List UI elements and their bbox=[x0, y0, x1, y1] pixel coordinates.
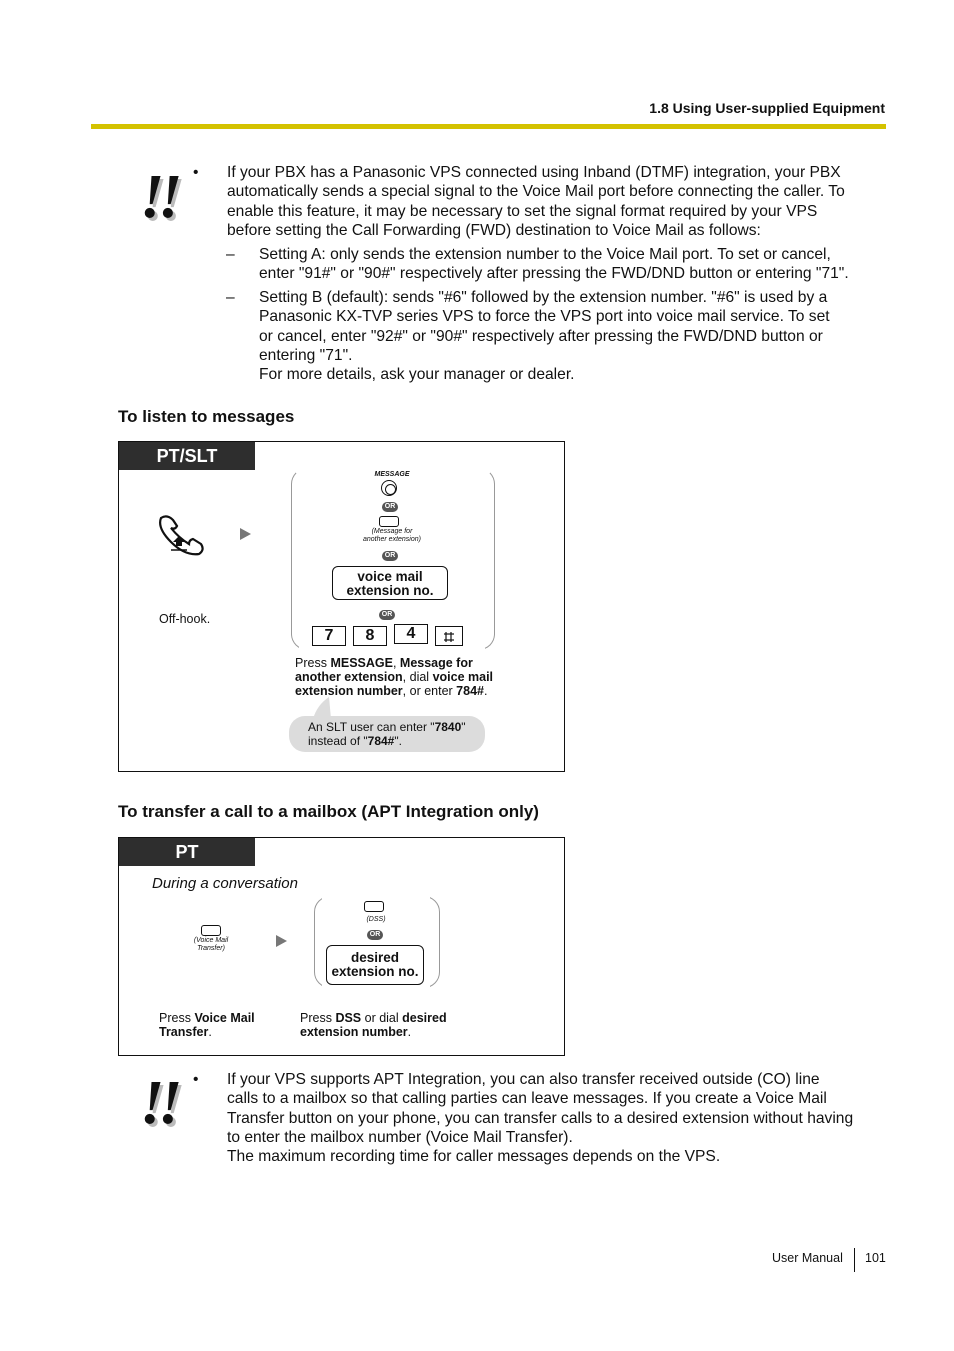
voice-mail-ext-box bbox=[332, 566, 448, 600]
text-line: to enter the mailbox number (Voice Mail Transfer). bbox=[227, 1128, 573, 1146]
text: 7840 bbox=[434, 720, 462, 734]
label-line: extension no. bbox=[331, 964, 419, 979]
message-label: MESSAGE bbox=[374, 471, 410, 478]
offhook-label: Off-hook. bbox=[159, 612, 211, 626]
label-line: Transfer) bbox=[197, 945, 225, 952]
text: voice mail bbox=[432, 670, 494, 684]
label-line: another extension) bbox=[363, 536, 421, 543]
message-button-icon bbox=[381, 480, 397, 496]
text: desired bbox=[402, 1011, 447, 1025]
footer-label: User Manual bbox=[772, 1251, 843, 1265]
text-line: The maximum recording time for caller messages depends on the VPS. bbox=[227, 1148, 721, 1166]
text-line: enter "91#" or "90#" respectively after pressing the FWD/DND button or entering "71". bbox=[259, 265, 849, 283]
key-7: 7 bbox=[312, 626, 346, 646]
transfer-diagram-box bbox=[118, 837, 565, 1056]
text: 784# bbox=[456, 684, 484, 698]
during-conversation-label: During a conversation bbox=[152, 875, 298, 892]
dss-button-icon bbox=[364, 901, 384, 912]
section-header: 1.8 Using User-supplied Equipment bbox=[649, 100, 885, 116]
listen-heading: To listen to messages bbox=[118, 407, 295, 426]
listen-diagram-box bbox=[118, 441, 565, 772]
text: instead of " bbox=[308, 734, 368, 748]
text: Voice Mail bbox=[194, 1011, 255, 1025]
text: DSS bbox=[335, 1011, 362, 1025]
text-line: automatically sends a special signal to the Voice Mail port before connecting the caller. To bbox=[227, 183, 845, 201]
slt-tip-bubble bbox=[289, 716, 485, 752]
note1-text bbox=[227, 163, 867, 240]
text-line: If your VPS supports APT Integration, you can also transfer received outside (CO) line bbox=[227, 1071, 820, 1088]
text-line: Setting B (default): sends "#6" followed by the extension number. "#6" is used by a bbox=[259, 289, 828, 306]
text-line: Panasonic KX-TVP series VPS to force the VPS port into voice mail service. To set bbox=[259, 308, 830, 326]
text: , bbox=[392, 656, 400, 670]
key-4: 4 bbox=[394, 624, 428, 644]
vmt-label bbox=[171, 937, 251, 953]
msg-other-label bbox=[299, 528, 485, 544]
text: extension number bbox=[300, 1025, 408, 1039]
label-line: (Message for bbox=[371, 528, 413, 535]
setting-b-text bbox=[259, 288, 869, 384]
text: extension number bbox=[295, 684, 403, 698]
text: , dial bbox=[402, 670, 433, 684]
text: Press bbox=[295, 656, 331, 670]
or-badge: OR bbox=[367, 930, 383, 940]
footer-divider bbox=[854, 1248, 855, 1272]
text: . bbox=[208, 1025, 212, 1039]
options-group bbox=[322, 890, 430, 992]
pt-tag: PT bbox=[119, 838, 255, 866]
text-line: entering "71". bbox=[259, 346, 353, 364]
text: MESSAGE bbox=[330, 656, 393, 670]
desired-ext-box bbox=[326, 945, 424, 985]
text-line: enable this feature, it may be necessary to set the signal format required by your VPS bbox=[227, 202, 818, 220]
text: " bbox=[461, 720, 466, 734]
warning-icon: !! bbox=[140, 163, 177, 231]
note2-text bbox=[227, 1070, 867, 1166]
options-group bbox=[299, 462, 485, 652]
label-line: (Voice Mail bbox=[193, 937, 229, 944]
dash: – bbox=[226, 289, 235, 306]
bullet: • bbox=[193, 1071, 199, 1088]
text: An SLT user can enter " bbox=[308, 720, 435, 734]
press-vmt-text bbox=[159, 1011, 255, 1039]
transfer-heading: To transfer a call to a mailbox (APT Integration only) bbox=[118, 802, 539, 821]
voice-mail-transfer-button-icon bbox=[201, 925, 221, 936]
key-hash bbox=[435, 626, 463, 646]
text: ". bbox=[394, 734, 402, 748]
text: Press bbox=[159, 1011, 195, 1025]
bullet: • bbox=[193, 164, 199, 181]
or-badge: OR bbox=[382, 502, 398, 512]
step-arrow-icon bbox=[276, 935, 287, 947]
text: 784# bbox=[367, 734, 395, 748]
key-8: 8 bbox=[353, 626, 387, 646]
hash-key-icon bbox=[443, 631, 455, 643]
text: . bbox=[483, 684, 488, 698]
text-line: Setting A: only sends the extension number to the Voice Mail port. To set or cancel, bbox=[259, 246, 831, 263]
or-badge: OR bbox=[379, 610, 395, 620]
text: or dial bbox=[361, 1011, 403, 1025]
dash: – bbox=[226, 246, 235, 263]
text: another extension bbox=[295, 670, 403, 684]
text-line: If your PBX has a Panasonic VPS connected using Inband (DTMF) integration, your PBX bbox=[227, 164, 841, 181]
dss-label: (DSS) bbox=[366, 916, 386, 923]
text: Press bbox=[300, 1011, 336, 1025]
page-number: 101 bbox=[865, 1251, 886, 1265]
text-line: For more details, ask your manager or dealer. bbox=[259, 366, 575, 384]
text-line: Transfer button on your phone, you can transfer calls to a desired extension without having bbox=[227, 1109, 854, 1127]
handset-offhook-icon bbox=[155, 512, 211, 556]
header-rule bbox=[91, 124, 886, 129]
text: Message for bbox=[399, 656, 473, 670]
warning-icon: !! bbox=[140, 1069, 177, 1137]
step-arrow-icon bbox=[240, 528, 251, 540]
text: , or enter bbox=[402, 684, 457, 698]
text-line: calls to a mailbox so that calling parties can leave messages. If you create a Voice Mail bbox=[227, 1090, 827, 1108]
setting-a-text bbox=[259, 245, 869, 284]
flexible-button-icon bbox=[379, 516, 399, 527]
text: . bbox=[407, 1025, 412, 1039]
text: Transfer bbox=[159, 1025, 209, 1039]
or-badge: OR bbox=[382, 551, 398, 561]
listen-description bbox=[295, 656, 525, 698]
text-line: or cancel, enter "92#" or "90#" respectively after pressing the FWD/DND button or bbox=[259, 327, 823, 345]
press-dss-text bbox=[300, 1011, 447, 1039]
label-line: desired bbox=[350, 950, 400, 965]
pt-slt-tag: PT/SLT bbox=[119, 442, 255, 470]
label-line: voice mail bbox=[357, 569, 423, 584]
label-line: extension no. bbox=[346, 583, 434, 598]
text-line: before setting the Call Forwarding (FWD) destination to Voice Mail as follows: bbox=[227, 221, 761, 239]
